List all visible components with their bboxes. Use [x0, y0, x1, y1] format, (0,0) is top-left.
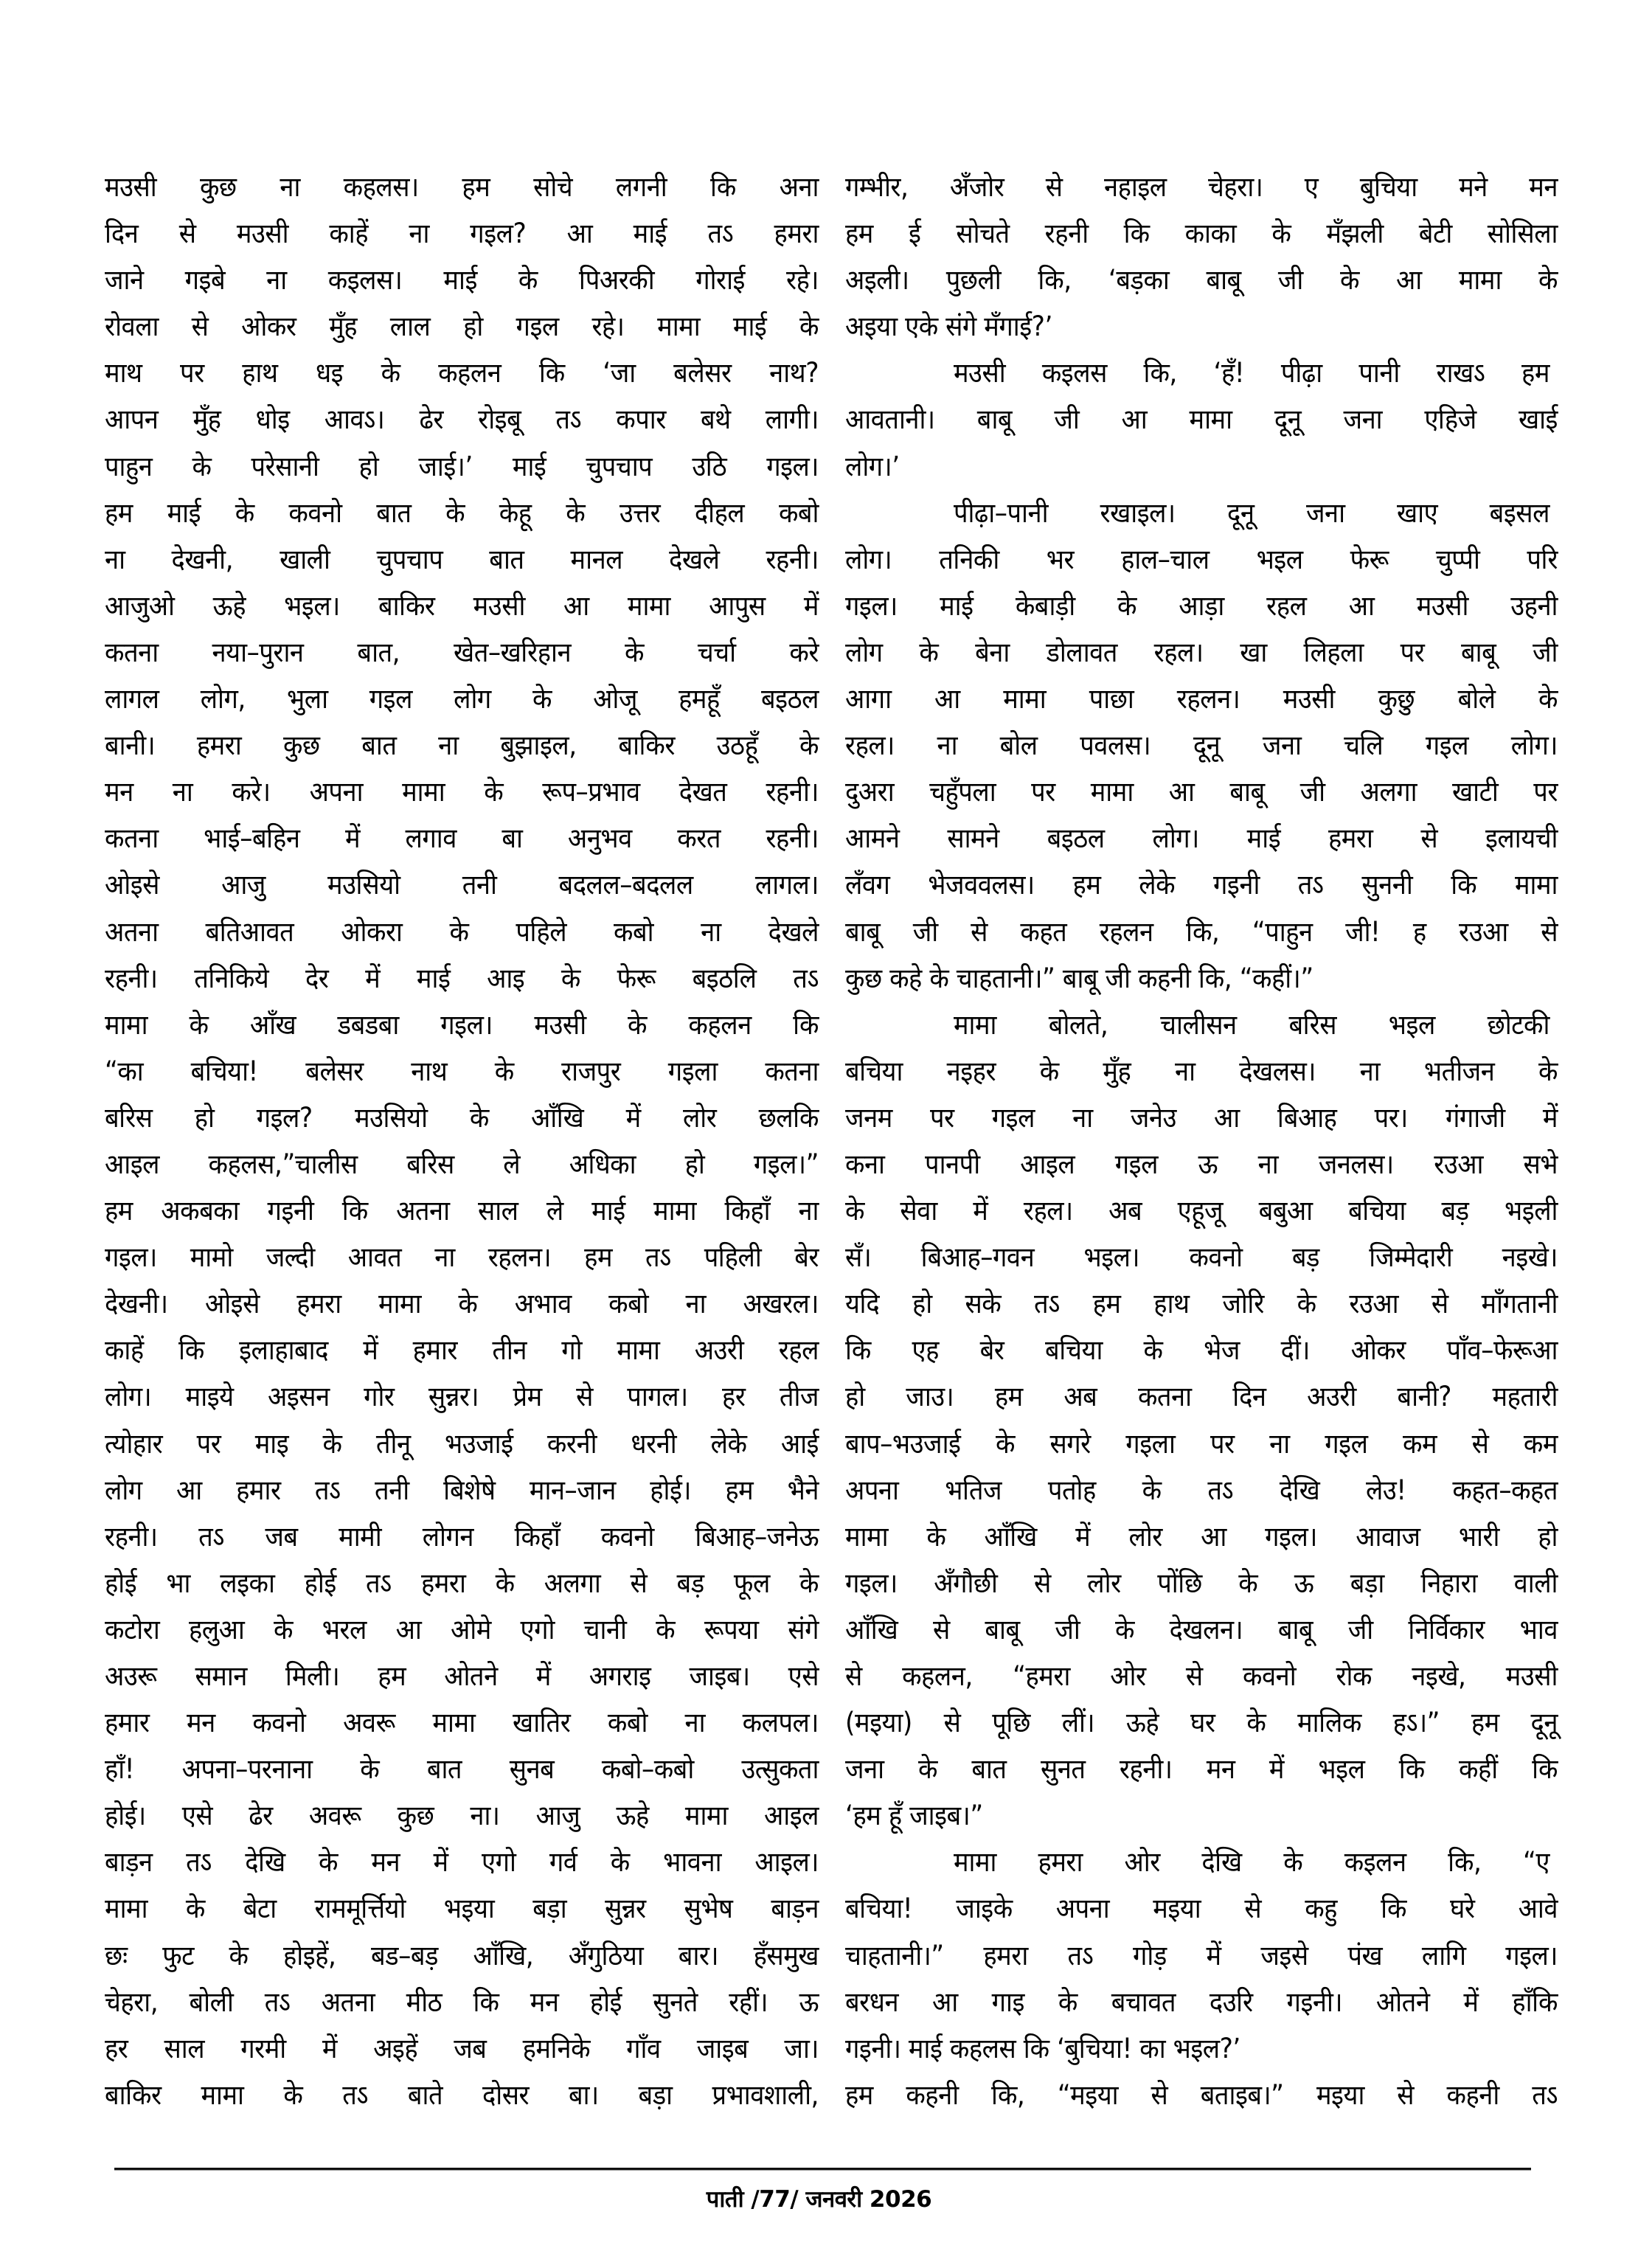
text-line: गइल। मामो जल्दी आवत ना रहलन। हम तऽ पहिली बेर [105, 1241, 819, 1274]
text-line: से कहलन, “हमरा ओर से कवनो रोक नइखे, मउसी [845, 1660, 1558, 1692]
text-line: देखनी। ओइसे हमरा मामा के अभाव कबो ना अखरल। [105, 1288, 819, 1320]
text-line: जना के बात सुनत रहनी। मन में भइल कि कहीं कि [845, 1753, 1558, 1786]
text-line: हो जाउ। हम अब कतना दिन अउरी बानी? महतारी [845, 1381, 1558, 1413]
text-line: (मइया) से पूछि लीं। ऊहे घर के मालिक हऽ।” हम दूनू [845, 1707, 1558, 1739]
text-line: जाने गइबे ना कइलस। माई के पिअरकी गोराई रहे। [105, 264, 819, 296]
text-line: छः फुट के होइहें, बड–बड़ आँखि, अँगुठिया बार। हँसमुख [105, 1939, 819, 1972]
text-line: लोग। तनिकी भर हाल–चाल भइल फेरू चुप्पी परि [845, 543, 1558, 575]
text-line: अइली। पुछली कि, ‘बड़का बाबू जी के आ मामा के [845, 264, 1558, 296]
text-line: बचिया नइहर के मुँह ना देखलस। ना भतीजन के [845, 1055, 1558, 1087]
text-line: माथ पर हाथ धइ के कहलन कि ‘जा बलेसर नाथ? [105, 357, 819, 389]
text-line: रहल। ना बोल पवलस। दूनू जना चलि गइल लोग। [845, 729, 1558, 762]
text-line: आँखि से बाबू जी के देखलन। बाबू जी निर्विकार भाव [845, 1613, 1558, 1645]
page-footer: पाती /77/ जनवरी 2026 [706, 2186, 932, 2213]
text-line: बाबू जी से कहत रहलन कि, “पाहुन जी! ह रउआ से [845, 915, 1558, 948]
text-line: बाकिर मामा के तऽ बाते दोसर बा। बड़ा प्रभावशाली, [105, 2078, 819, 2111]
text-line: बरधन आ गाइ के बचावत दउरि गइनी। ओतने में हाँकि [845, 1986, 1558, 2018]
text-line: रोवला से ओकर मुँह लाल हो गइल रहे। मामा माई के [105, 311, 819, 343]
text-line: हम ई सोचते रहनी कि काका के मँझली बेटी सोसिला [845, 218, 1558, 250]
paragraph-first-line: मामा हमरा ओर देखि के कइलन कि, “ए [953, 1846, 1549, 1879]
text-line: बाड़न तऽ देखि के मन में एगो गर्व के भावना आइल। [105, 1846, 819, 1879]
text-line: ‘हम हूँ जाइब।” [845, 1800, 983, 1832]
paragraph-first-line: मउसी कइलस कि, ‘हँ! पीढ़ा पानी राखऽ हम [953, 357, 1549, 389]
text-line: यदि हो सके तऽ हम हाथ जोरि के रउआ से माँगतानी [845, 1288, 1558, 1320]
text-line: लोग। माइये अइसन गोर सुन्नर। प्रेम से पागल। हर तीज [105, 1381, 819, 1413]
paragraph-first-line: पीढ़ा–पानी रखाइल। दूनू जना खाए बइसल [953, 496, 1549, 529]
text-line: बचिया! जाइके अपना मइया से कहु कि घरे आवे [845, 1893, 1558, 1925]
text-line: कटोरा हलुआ के भरल आ ओमे एगो चानी के रूपया संगे [105, 1613, 819, 1645]
text-line: मामा के बेटा राममूर्त्तियो भइया बड़ा सुन्नर सुभेष बाड़न [105, 1893, 819, 1925]
text-line: “का बचिया! बलेसर नाथ के राजपुर गइला कतना [105, 1055, 819, 1087]
text-line: मउसी कुछ ना कहलस। हम सोचे लगनी कि अना [105, 171, 819, 203]
text-line: मामा के आँख डबडबा गइल। मउसी के कहलन कि [105, 1008, 819, 1041]
text-line: कना पानपी आइल गइल ऊ ना जनलस। रउआ सभे [845, 1148, 1558, 1180]
text-line: आवतानी। बाबू जी आ मामा दूनू जना एहिजे खाई [845, 403, 1558, 436]
text-line: आगा आ मामा पाछा रहलन। मउसी कुछु बोले के [845, 683, 1558, 715]
text-line: जनम पर गइल ना जनेउ आ बिआह पर। गंगाजी में [845, 1101, 1558, 1134]
text-line: रहनी। तनिकिये देर में माई आइ के फेरू बइठलि तऽ [105, 962, 819, 994]
text-line: ओइसे आजु मउसियो तनी बदलल–बदलल लागल। [105, 869, 819, 901]
text-line: चाहतानी।” हमरा तऽ गोड़ में जइसे पंख लागि गइल। [845, 1939, 1558, 1972]
text-line: कुछ कहे के चाहतानी।” बाबू जी कहनी कि, “कहीं।” [845, 962, 1313, 994]
text-line: हम कहनी कि, “मइया से बताइब।” मइया से कहनी तऽ [845, 2078, 1558, 2111]
text-line: मामा के आँखि में लोर आ गइल। आवाज भारी हो [845, 1520, 1558, 1553]
text-line: होई। एसे ढेर अवरू कुछ ना। आजु ऊहे मामा आइल [105, 1800, 819, 1832]
text-line: हाँ! अपना–परनाना के बात सुनब कबो–कबो उत्सुकता [105, 1753, 819, 1786]
text-line: हमार मन कवनो अवरू मामा खातिर कबो ना कलपल। [105, 1707, 819, 1739]
text-line: चेहरा, बोली तऽ अतना मीठ कि मन होई सुनते रहीं। ऊ [105, 1986, 819, 2018]
text-line: त्योहार पर माइ के तीनू भउजाई करनी धरनी लेके आई [105, 1427, 819, 1460]
text-line: सँ। बिआह–गवन भइल। कवनो बड़ जिम्मेदारी नइखे। [845, 1241, 1558, 1274]
text-line: लँवग भेजववलस। हम लेके गइनी तऽ सुननी कि मामा [845, 869, 1558, 901]
text-line: आपन मुँह धोइ आवऽ। ढेर रोइबू तऽ कपार बथे लागी। [105, 403, 819, 436]
text-line: अतना बतिआवत ओकरा के पहिले कबो ना देखले [105, 915, 819, 948]
paragraph-first-line: मामा बोलते, चालीसन बरिस भइल छोटकी [953, 1008, 1549, 1041]
text-line: दिन से मउसी काहें ना गइल? आ माई तऽ हमरा [105, 218, 819, 250]
text-line: आमने सामने बइठल लोग। माई हमरा से इलायची [845, 822, 1558, 855]
text-line: हर साल गरमी में अइहें जब हमनिके गाँव जाइब जा। [105, 2032, 819, 2064]
footer-divider [114, 2168, 1531, 2171]
text-line: गम्भीर, अँजोर से नहाइल चेहरा। ए बुचिया मने मन [845, 171, 1558, 203]
text-line: मन ना करे। अपना मामा के रूप–प्रभाव देखत रहनी। [105, 776, 819, 808]
text-line: रहनी। तऽ जब मामी लोगन किहाँ कवनो बिआह–जनेऊ [105, 1520, 819, 1553]
text-line: लोग के बेना डोलावत रहल। खा लिहला पर बाबू जी [845, 636, 1558, 668]
text-line: कतना भाई–बहिन में लगाव बा अनुभव करत रहनी। [105, 822, 819, 855]
text-column-left [105, 164, 819, 2118]
text-line: हम अकबका गइनी कि अतना साल ले माई मामा किहाँ ना [105, 1195, 819, 1227]
text-line: आजुओ ऊहे भइल। बाकिर मउसी आ मामा आपुस में [105, 589, 819, 622]
text-column-right [845, 164, 1558, 2118]
text-line: बानी। हमरा कुछ बात ना बुझाइल, बाकिर उठहूँ के [105, 729, 819, 762]
text-line: काहें कि इलाहाबाद में हमार तीन गो मामा अउरी रहल [105, 1334, 819, 1367]
text-line: के सेवा में रहल। अब एहूजू बबुआ बचिया बड़ भइली [845, 1195, 1558, 1227]
text-line: आइल कहलस,”चालीस बरिस ले अधिका हो गइल।” [105, 1148, 819, 1180]
text-line: कतना नया–पुरान बात, खेत–खरिहान के चर्चा करे [105, 636, 819, 668]
text-line: दुअरा चहुँपला पर मामा आ बाबू जी अलगा खाटी पर [845, 776, 1558, 808]
text-line: लोग।’ [845, 450, 900, 482]
text-line: अउरू समान मिली। हम ओतने में अगराइ जाइब। एसे [105, 1660, 819, 1692]
text-line: होई भा लइका होई तऽ हमरा के अलगा से बड़ फूल के [105, 1567, 819, 1599]
text-line: बरिस हो गइल? मउसियो के आँखि में लोर छलकि [105, 1101, 819, 1134]
text-line: अइया एके संगे मँगाई?’ [845, 311, 1052, 343]
text-line: बाप–भउजाई के सगरे गइला पर ना गइल कम से कम [845, 1427, 1558, 1460]
text-line: गइल। अँगौछी से लोर पोंछि के ऊ बड़ा निहारा वाली [845, 1567, 1558, 1599]
text-line: हम माई के कवनो बात के केहू के उत्तर दीहल कबो [105, 496, 819, 529]
text-line: लोग आ हमार तऽ तनी बिशेषे मान–जान होई। हम भैने [105, 1474, 819, 1506]
text-line: लागल लोग, भुला गइल लोग के ओजू हमहूँ बइठल [105, 683, 819, 715]
text-line: पाहुन के परेसानी हो जाई।’ माई चुपचाप उठि गइल। [105, 450, 819, 482]
text-line: कि एह बेर बचिया के भेज दीं। ओकर पाँव–फेरूआ [845, 1334, 1558, 1367]
text-line: अपना भतिज पतोह के तऽ देखि लेउ! कहत–कहत [845, 1474, 1558, 1506]
text-line: गइनी। माई कहलस कि ‘बुचिया! का भइल?’ [845, 2032, 1240, 2064]
text-line: ना देखनी, खाली चुपचाप बात मानल देखले रहनी। [105, 543, 819, 575]
text-line: गइल। माई केबाड़ी के आड़ा रहल आ मउसी उहनी [845, 589, 1558, 622]
